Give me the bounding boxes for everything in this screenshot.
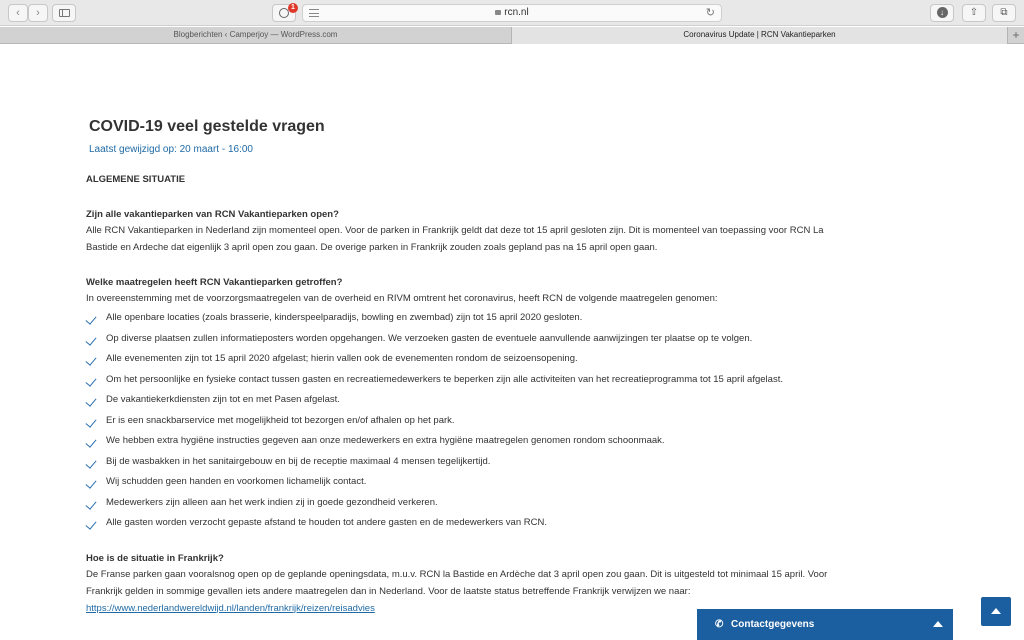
- list-item: [86, 411, 916, 432]
- url-text: rcn.nl: [504, 7, 529, 18]
- list-item: [86, 349, 916, 370]
- list-item: [86, 472, 916, 493]
- check-icon: [85, 313, 96, 325]
- phone-icon: ✆: [715, 619, 724, 630]
- forward-button[interactable]: [28, 4, 48, 22]
- scroll-to-top-button[interactable]: [981, 597, 1011, 626]
- privacy-badge: 1: [288, 3, 298, 13]
- list-item: [86, 513, 916, 534]
- list-item-text: Wij schudden geen handen en voorkomen lichamelijk contact.: [106, 476, 367, 487]
- reisadvies-link[interactable]: https://www.nederlandwereldwijd.nl/landen/frankrijk/reizen/reisadvies: [86, 602, 375, 614]
- list-item: [86, 452, 916, 473]
- tabs-overview-button[interactable]: [992, 4, 1016, 22]
- faq-question: Hoe is de situatie in Frankrijk?: [86, 552, 224, 564]
- faq-question: Welke maatregelen heeft RCN Vakantieparken getroffen?: [86, 277, 343, 288]
- tab-label: Coronavirus Update | RCN Vakantieparken: [683, 30, 836, 39]
- list-item: [86, 493, 916, 514]
- list-item-text: Alle evenementen zijn tot 15 april 2020 afgelast; hierin vallen ook de evenementen rondom de seizoensopening.: [106, 353, 578, 364]
- check-icon: [85, 354, 96, 366]
- privacy-report-button[interactable]: [272, 4, 296, 22]
- list-item-text: Er is een snackbarservice met mogelijkheid tot bezorgen en/of afhalen op het park.: [106, 414, 455, 426]
- check-icon: [85, 477, 96, 489]
- sidebar-toggle-button[interactable]: [52, 4, 76, 22]
- check-icon: [85, 395, 96, 407]
- faq-answer-line: Bastide en Ardeche dat eigenlijk 3 april open zou gaan. De overige parken in Frankrijk zouden zoals gepland pas na 15 april open gaan.: [86, 242, 658, 253]
- share-icon: ⇧: [969, 7, 979, 18]
- arrow-up-icon: [991, 608, 1001, 614]
- list-item-text: Om het persoonlijke en fysieke contact tussen gasten en recreatiemedewerkers te beperken zijn alle activiteiten van het recreatieprogramma tot 15 april afgelast.: [106, 373, 783, 385]
- back-button[interactable]: [8, 4, 28, 22]
- list-item-text: Alle gasten worden verzocht gepaste afstand te houden tot andere gasten en de medewerkers van RCN.: [106, 517, 547, 528]
- list-item: [86, 308, 916, 329]
- plus-icon: +: [1012, 28, 1020, 42]
- faq-answer-line: Alle RCN Vakantieparken in Nederland zijn momenteel open. Voor de parken in Frankrijk geldt dat deze tot 15 april gesloten zijn. Dit is momenteel van toepassing voor RCN La: [86, 225, 824, 236]
- faq-intro: In overeenstemming met de voorzorgsmaatregelen van de overheid en RIVM omtrent het coronavirus, heeft RCN de volgende maatregelen genomen:: [86, 293, 718, 304]
- check-icon: [85, 416, 96, 428]
- tab-label: Blogberichten ‹ Camperjoy — WordPress.com: [173, 30, 338, 39]
- check-icon: [85, 334, 96, 346]
- list-item-text: Bij de wasbakken in het sanitairgebouw en bij de receptie maximaal 4 mensen tegelijkertijd.: [106, 455, 491, 467]
- contact-bar[interactable]: [697, 609, 953, 640]
- tabs-overview-icon: ⧉: [1000, 7, 1008, 18]
- section-heading: ALGEMENE SITUATIE: [86, 174, 186, 185]
- chevron-left-icon: ‹: [16, 7, 20, 19]
- download-icon: ↓: [937, 7, 948, 18]
- list-item: [86, 370, 916, 391]
- article: [86, 118, 916, 617]
- measures-list: [86, 308, 916, 534]
- new-tab-button[interactable]: [1008, 27, 1024, 44]
- share-button[interactable]: [962, 4, 986, 22]
- url-display[interactable]: [303, 7, 721, 18]
- list-item-text: Alle openbare locaties (zoals brasserie, kinderspeelparadijs, bowling en zwembad) zijn tot 15 april 2020 gesloten.: [106, 312, 583, 323]
- faq-question: Zijn alle vakantieparken van RCN Vakantieparken open?: [86, 209, 339, 220]
- page-title: COVID-19 veel gestelde vragen: [89, 118, 325, 135]
- list-item: [86, 329, 916, 350]
- chevron-right-icon: ›: [36, 7, 40, 19]
- tab-wordpress[interactable]: [0, 27, 512, 44]
- browser-toolbar: [0, 0, 1024, 26]
- lock-icon: [495, 10, 501, 15]
- check-icon: [85, 498, 96, 510]
- tab-bar: [0, 27, 1024, 44]
- address-bar[interactable]: [302, 4, 722, 22]
- faq-answer-line: De Franse parken gaan vooralsnog open op de geplande openingsdata, m.u.v. RCN la Bastide en Ardèche dat 3 april open zou gaan. Dit is uitgesteld tot minimaal 15 april. Voor: [86, 568, 828, 580]
- list-item: [86, 390, 916, 411]
- reload-icon[interactable]: ↻: [705, 7, 715, 19]
- contact-label: Contactgegevens: [731, 619, 815, 630]
- check-icon: [85, 518, 96, 530]
- sidebar-icon: [59, 9, 70, 17]
- downloads-button[interactable]: [930, 4, 954, 22]
- list-item-text: Op diverse plaatsen zullen informatieposters worden opgehangen. We verzoeken gasten de eventuele aanvullende aanwijzingen ter plaatse op te volgen.: [106, 332, 753, 344]
- list-item-text: We hebben extra hygiëne instructies gegeven aan onze medewerkers en extra hygiëne maatregelen genomen rondom schoonmaak.: [106, 435, 665, 446]
- chevron-up-icon: [933, 621, 943, 627]
- check-icon: [85, 436, 96, 448]
- list-item: [86, 431, 916, 452]
- list-item-text: De vakantiekerkdiensten zijn tot en met Pasen afgelast.: [106, 394, 340, 405]
- faq-answer-line: Frankrijk gelden in sommige gevallen iets andere maatregelen dan in Nederland. Voor de laatste status betreffende Frankrijk verwijzen we naar:: [86, 585, 691, 597]
- tab-rcn[interactable]: [512, 27, 1008, 44]
- check-icon: [85, 375, 96, 387]
- last-updated: Laatst gewijzigd op: 20 maart - 16:00: [89, 144, 253, 155]
- check-icon: [85, 457, 96, 469]
- list-item-text: Medewerkers zijn alleen aan het werk indien zij in goede gezondheid verkeren.: [106, 496, 438, 508]
